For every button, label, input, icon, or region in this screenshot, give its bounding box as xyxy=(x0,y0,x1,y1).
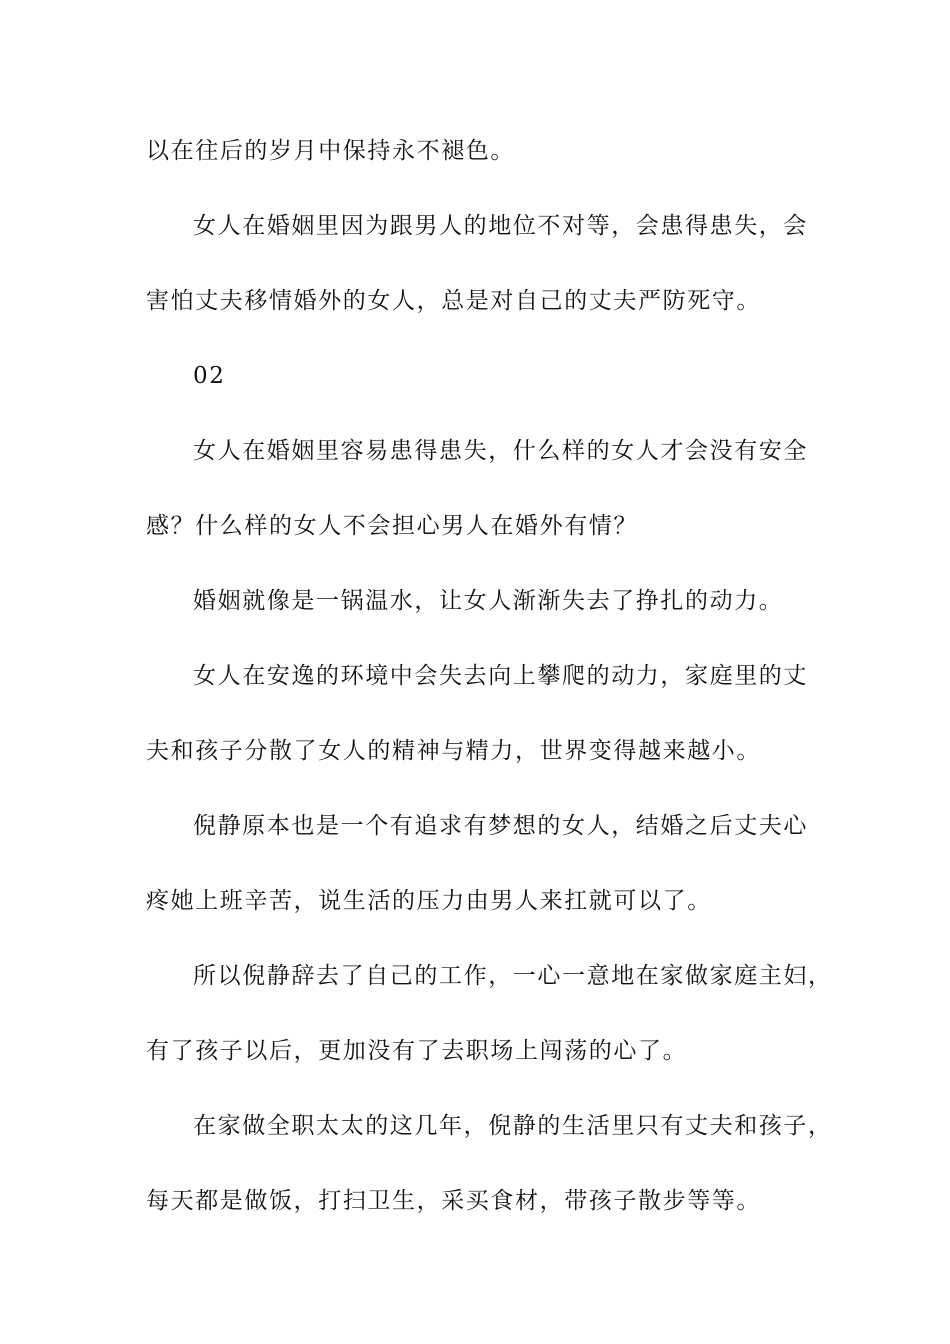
text-line: 夫和孩子分散了女人的精神与精力，世界变得越来越小。 xyxy=(146,738,761,764)
text-line: 女人在安逸的环境中会失去向上攀爬的动力，家庭里的丈 xyxy=(193,663,808,689)
section-number: 02 xyxy=(193,363,226,389)
text-line: 在家做全职太太的这几年，倪静的生活里只有丈夫和孩子， xyxy=(193,1113,833,1139)
text-line: 害怕丈夫移情婚外的女人，总是对自己的丈夫严防死守。 xyxy=(146,288,761,314)
text-line: 女人在婚姻里因为跟男人的地位不对等，会患得患失，会 xyxy=(193,213,808,239)
text-line: 每天都是做饭，打扫卫生，采买食材，带孩子散步等等。 xyxy=(146,1188,761,1214)
text-line: 所以倪静辞去了自己的工作，一心一意地在家做家庭主妇， xyxy=(193,963,833,989)
text-line: 感？什么样的女人不会担心男人在婚外有情？ xyxy=(146,513,638,539)
text-line: 婚姻就像是一锅温水，让女人渐渐失去了挣扎的动力。 xyxy=(193,588,784,614)
text-line: 倪静原本也是一个有追求有梦想的女人，结婚之后丈夫心 xyxy=(193,813,808,839)
text-line: 疼她上班辛苦，说生活的压力由男人来扛就可以了。 xyxy=(146,888,712,914)
text-line: 以在往后的岁月中保持永不褪色。 xyxy=(146,138,515,164)
text-line: 有了孩子以后，更加没有了去职场上闯荡的心了。 xyxy=(146,1038,688,1064)
text-line: 女人在婚姻里容易患得患失，什么样的女人才会没有安全 xyxy=(193,438,808,464)
